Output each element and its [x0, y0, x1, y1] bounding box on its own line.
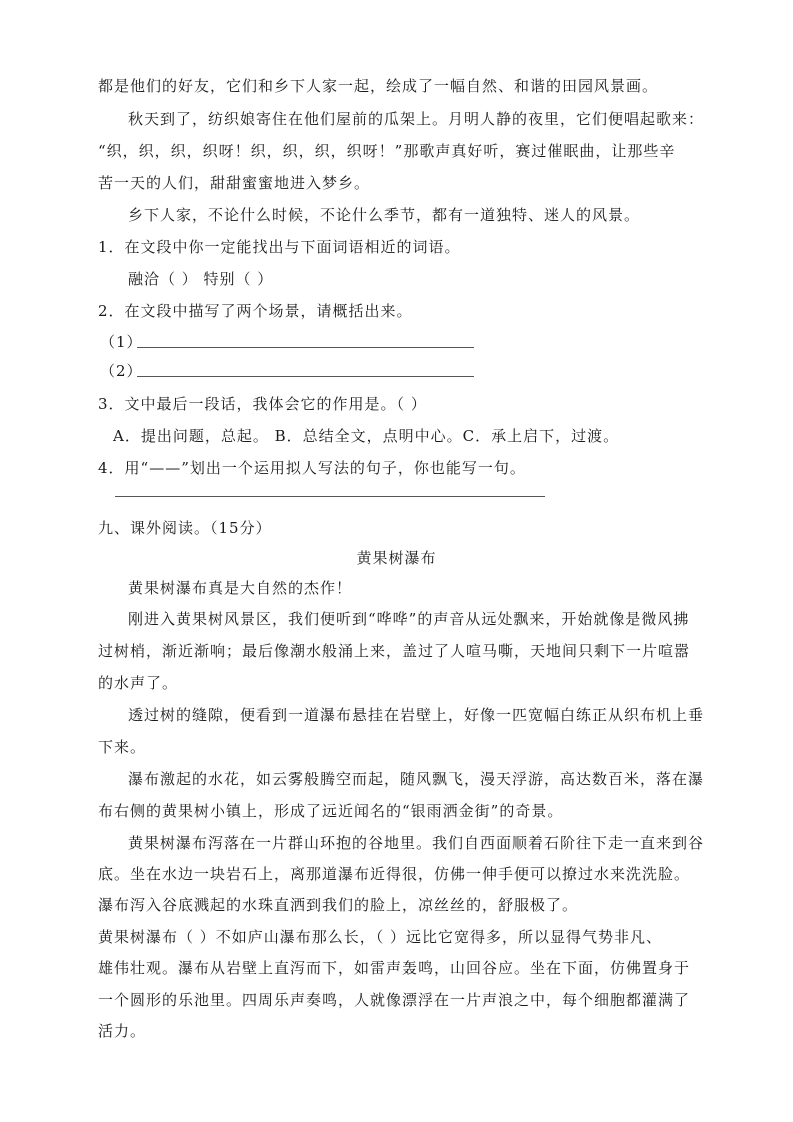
- question-2-label-1: （1）: [100, 333, 143, 351]
- paragraph-line: 乡下人家，不论什么时候，不论什么季节，都有一道独特、迷人的风景。: [128, 206, 641, 224]
- paragraph-line: 透过树的缝隙，便看到一道瀑布悬挂在岩壁上，好像一匹宽幅白练正从织布机上垂: [128, 706, 705, 724]
- answer-line[interactable]: [115, 496, 545, 497]
- paragraph-line: 瀑布泻入谷底溅起的水珠直洒到我们的脸上，凉丝丝的，舒服极了。: [98, 896, 579, 914]
- paragraph-line: 活力。: [98, 1022, 147, 1040]
- paragraph-line: 一个圆形的乐池里。四周乐声奏鸣，人就像漂浮在一片声浪之中，每个细胞都灌满了: [98, 991, 691, 1009]
- answer-line[interactable]: [137, 376, 474, 377]
- paragraph-line: 都是他们的好友，它们和乡下人家一起，绘成了一幅自然、和谐的田园风景画。: [98, 77, 659, 95]
- paragraph-line: 的水声了。: [98, 674, 179, 692]
- question-1: 1．在文段中你一定能找出与下面词语相近的词语。: [98, 238, 461, 256]
- paragraph-line: 雄伟壮观。瀑布从岩壁上直泻而下，如雷声轰鸣，山回谷应。坐在下面，仿佛置身于: [98, 959, 691, 977]
- section-heading: 九、课外阅读。（15分）: [98, 519, 272, 537]
- paragraph-line: 黄果树瀑布（ ）不如庐山瀑布那么长，（ ）远比它宽得多，所以显得气势非凡、: [98, 928, 663, 946]
- passage-title: 黄果树瀑布: [356, 549, 437, 567]
- paragraph-line: 过树梢，渐近渐响；最后像潮水般涌上来，盖过了人喧马嘶，天地间只剩下一片喧嚣: [98, 642, 691, 660]
- question-3-options: A．提出问题，总起。 B．总结全文，点明中心。C．承上启下，过渡。: [113, 427, 620, 445]
- paragraph-line: 刚进入黄果树风景区，我们便听到“哗哗”的声音从远处飘来，开始就像是微风拂: [128, 610, 690, 628]
- paragraph-line: 下来。: [98, 738, 147, 756]
- paragraph-line: 瀑布激起的水花，如云雾般腾空而起，随风飘飞，漫天浮游，高达数百米，落在瀑: [128, 770, 705, 788]
- question-1-words: 融洽（ ） 特别（ ）: [128, 270, 274, 288]
- paragraph-line: 黄果树瀑布泻落在一片群山环抱的谷地里。我们自西面顺着石阶往下走一直来到谷: [128, 834, 705, 852]
- question-3: 3．文中最后一段话，我体会它的作用是。（ ）: [98, 395, 427, 413]
- paragraph-line: 秋天到了，纺织娘寄住在他们屋前的瓜架上。月明人静的夜里，它们便唱起歌来：: [128, 110, 705, 128]
- paragraph-line: 底。坐在水边一块岩石上，离那道瀑布近得很，仿佛一伸手便可以撩过水来洗洗脸。: [98, 865, 691, 883]
- question-4: 4．用“——”划出一个运用拟人写法的句子，你也能写一句。: [98, 459, 526, 477]
- question-2: 2．在文段中描写了两个场景，请概括出来。: [98, 302, 413, 320]
- paragraph-line: 布右侧的黄果树小镇上，形成了远近闻名的“银雨洒金街”的奇景。: [98, 802, 564, 820]
- paragraph-line: 黄果树瀑布真是大自然的杰作！: [128, 579, 353, 597]
- question-2-label-2: （2）: [100, 362, 143, 380]
- answer-line[interactable]: [137, 347, 474, 348]
- paragraph-line: “织，织，织，织呀！织，织，织，织呀！”那歌声真好听，赛过催眠曲，让那些辛: [98, 142, 676, 160]
- paragraph-line: 苦一天的人们，甜甜蜜蜜地进入梦乡。: [98, 174, 371, 192]
